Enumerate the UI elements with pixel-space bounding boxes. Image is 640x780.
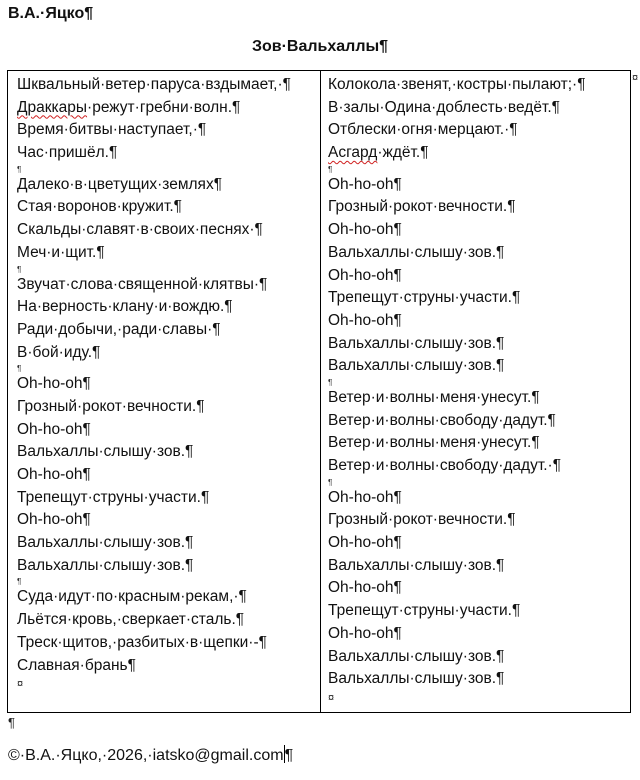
lyric-line: На·верность·клану·и·вождю.¶	[17, 298, 233, 316]
lyric-line: Льётся·кровь,·сверкает·сталь.¶	[17, 611, 245, 629]
lyric-line: Ветер·и·волны·меня·унесут.¶	[328, 388, 540, 406]
lyric-line: Oh-ho-oh¶	[17, 420, 91, 438]
cell-end-marker: ¤	[328, 691, 335, 704]
column-divider	[320, 71, 321, 712]
empty-paragraph: ¶	[17, 164, 22, 174]
lyric-line: Грозный·рокот·вечности.¶	[328, 511, 516, 529]
lyric-line: Суда·идут·по·красным·рекам,·¶	[17, 588, 247, 606]
copyright-footer[interactable]	[8, 745, 293, 767]
lyric-line: Шквальный·ветер·паруса·вздымает,·¶	[17, 76, 291, 93]
lyric-line: Треск·щитов,·разбитых·в·щепки·-¶	[17, 633, 267, 651]
lyric-line: Oh-ho-oh¶	[328, 579, 402, 597]
empty-paragraph: ¶	[17, 577, 22, 587]
lyric-line: Oh-ho-oh¶	[328, 311, 402, 329]
lyric-line	[17, 97, 291, 120]
lyric-line: В·залы·Одина·доблесть·ведёт.¶	[328, 98, 560, 116]
lyric-line: Вальхаллы·слышу·зов.¶	[328, 556, 505, 574]
lyric-line: Ветер·и·волны·меня·унесут.¶	[328, 434, 540, 452]
lyric-line: Стая·воронов·кружит.¶	[17, 198, 182, 216]
lyric-line: Ради·добычи,·ради·славы·¶	[17, 320, 221, 338]
lyric-line: Oh-ho-oh¶	[328, 624, 402, 642]
lyric-line: Трепещут·струны·участи.¶	[17, 488, 210, 506]
lyric-line: Oh-ho-oh¶	[328, 221, 402, 239]
cell-end-marker: ¤	[17, 678, 24, 691]
left-column[interactable]	[17, 74, 291, 691]
lyric-line: Время·битвы·наступает,·¶	[17, 121, 207, 139]
lyrics-table	[7, 70, 631, 713]
empty-paragraph: ¶	[328, 164, 333, 174]
lyric-line: Oh-ho-oh¶	[328, 534, 402, 552]
lyric-text: ·ждёт.¶	[377, 144, 429, 162]
lyric-line: Трепещут·струны·участи.¶	[328, 602, 521, 620]
right-column[interactable]	[328, 74, 586, 705]
lyric-line: Звучат·слова·священной·клятвы·¶	[17, 275, 268, 293]
lyric-line: В·бой·иду.¶	[17, 343, 101, 361]
lyric-line: Трепещут·струны·участи.¶	[328, 289, 521, 307]
lyric-line	[328, 142, 586, 165]
lyric-line: Час·пришёл.¶	[17, 144, 118, 162]
empty-paragraph: ¶	[328, 377, 333, 387]
lyric-line: Скальды·славят·в·своих·песнях·¶	[17, 221, 263, 239]
lyric-text: ·режут·гребни·волн.¶	[87, 98, 241, 116]
empty-paragraph: ¶	[17, 264, 22, 274]
lyric-line: Вальхаллы·слышу·зов.¶	[17, 443, 194, 461]
lyric-line: Вальхаллы·слышу·зов.¶	[328, 334, 505, 352]
lyric-line: Вальхаллы·слышу·зов.¶	[328, 647, 505, 665]
lyric-line: Грозный·рокот·вечности.¶	[17, 397, 205, 415]
lyric-line: Oh-ho-oh¶	[328, 175, 402, 193]
lyric-line: Вальхаллы·слышу·зов.¶	[17, 534, 194, 552]
lyric-line: Oh-ho-oh¶	[328, 266, 402, 284]
lyric-line: Oh-ho-oh¶	[328, 488, 402, 506]
footer-paragraph-mark: ¶	[284, 747, 294, 764]
lyric-line: Вальхаллы·слышу·зов.¶	[328, 670, 505, 688]
spellcheck-flagged-word[interactable]: Асгард	[328, 144, 378, 162]
lyric-line: Oh-ho-oh¶	[17, 511, 91, 529]
empty-paragraph: ¶	[17, 364, 22, 374]
lyric-line: Oh-ho-oh¶	[17, 375, 91, 393]
lyric-line: Славная·брань¶	[17, 656, 136, 674]
poem-title[interactable]: Зов·Вальхаллы¶	[251, 38, 389, 55]
paragraph-mark-after-table[interactable]: ¶	[8, 715, 15, 730]
lyric-line: Вальхаллы·слышу·зов.¶	[17, 556, 194, 574]
lyric-line: Вальхаллы·слышу·зов.¶	[328, 243, 505, 261]
lyric-line: Колокола·звенят,·костры·пылают;·¶	[328, 76, 586, 93]
lyric-line: Вальхаллы·слышу·зов.¶	[328, 357, 505, 375]
empty-paragraph: ¶	[328, 477, 333, 487]
lyric-line: Ветер·и·волны·свободу·дадут.¶	[328, 411, 556, 429]
author-name[interactable]: В.А.·Яцко¶	[8, 5, 94, 22]
lyric-line: Отблески·огня·мерцают.·¶	[328, 121, 518, 139]
lyric-line: Меч·и·щит.¶	[17, 243, 105, 261]
row-end-marker: ¤	[632, 72, 639, 84]
lyric-line: Далеко·в·цветущих·землях¶	[17, 175, 223, 193]
lyric-line: Ветер·и·волны·свободу·дадут.·¶	[328, 457, 562, 474]
lyric-line: Грозный·рокот·вечности.¶	[328, 198, 516, 216]
spellcheck-flagged-word[interactable]: Драккары	[17, 98, 88, 116]
copyright-text: ©·В.А.·Яцко,·2026,·iatsko@gmail.com	[8, 747, 284, 764]
lyric-line: Oh-ho-oh¶	[17, 466, 91, 483]
